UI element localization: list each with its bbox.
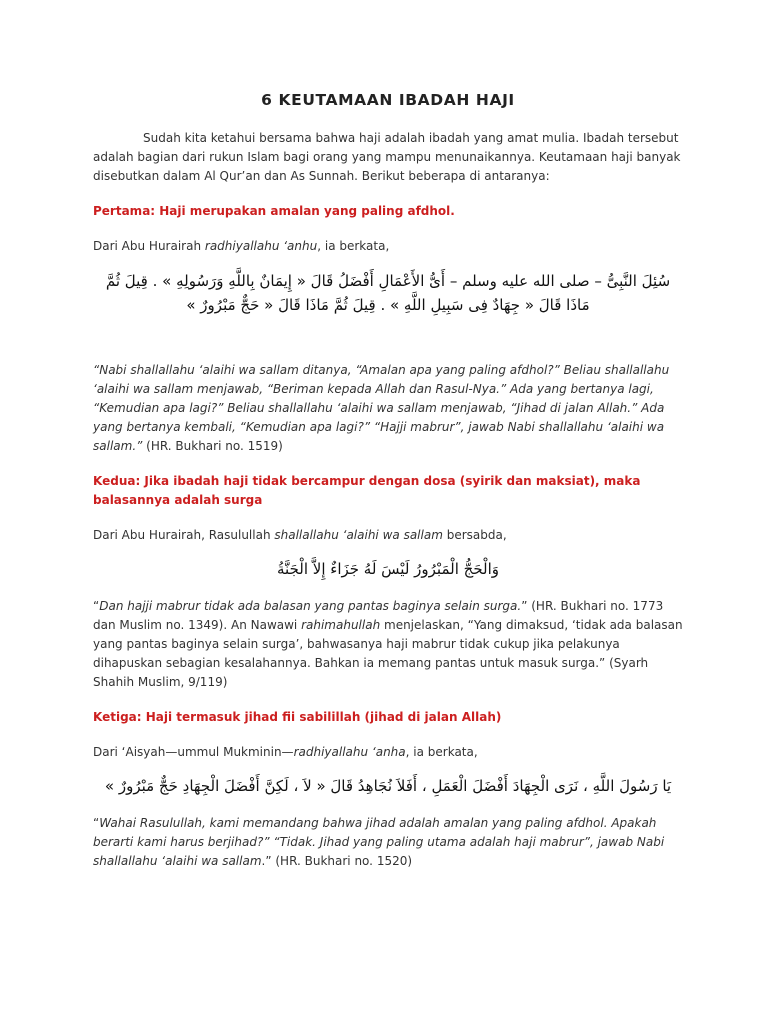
quote-reference: .” (HR. Bukhari no. 1520)	[261, 854, 413, 868]
quote-open: “	[93, 816, 100, 830]
translation-reference: (HR. Bukhari no. 1519)	[142, 439, 283, 453]
section-heading-2: Kedua: Jika ibadah haji tidak bercampur dengan dosa (syirik dan maksiat), maka balasannya adalah surga	[93, 474, 641, 507]
narrator-honorific: shallallahu ‘alaihi wa sallam	[274, 528, 443, 542]
section-heading-3: Ketiga: Haji termasuk jihad fii sabilillah (jihad di jalan Allah)	[93, 710, 502, 724]
narrator-line-1	[93, 237, 683, 256]
narrator-suffix: , ia berkata,	[317, 239, 390, 253]
quote-open: “	[93, 599, 100, 613]
quote-close: ” (HR. Bukhari no. 1773 dan Muslim no. 1349). An Nawawi	[93, 599, 664, 632]
narrator-line-2	[93, 526, 683, 545]
translation-3	[93, 814, 683, 871]
narrator-honorific: radhiyallahu ‘anhu	[204, 239, 318, 253]
page-title: 6 KEUTAMAAN IBADAH HAJI	[261, 91, 515, 109]
quote-text: Wahai Rasulullah, kami memandang bahwa jihad adalah amalan yang paling afdhol. Apakah berarti kami harus berjihad?” “Tidak. Jihad yang paling utama adalah haji mabrur”, jawab Nabi shallallahu ‘alaihi wa sallam	[93, 816, 665, 868]
translation-text: “Nabi shallallahu ‘alaihi wa sallam ditanya, “Amalan apa yang paling afdhol?” Beliau shallallahu ‘alaihi wa sallam menjawab, “Beriman kepada Allah dan Rasul-Nya.” Ada yang bertanya lagi, “Kemudian apa lagi?” Beliau shallallahu ‘alaihi wa sallam menjawab, “Jihad di jalan Allah.” Ada yang bertanya kembali, “Kemudian apa lagi?” “Hajji mabrur”, jawab Nabi shallallahu ‘alaihi wa sallam.”	[93, 363, 670, 453]
intro-paragraph: Sudah kita ketahui bersama bahwa haji adalah ibadah yang amat mulia. Ibadah tersebut adalah bagian dari rukun Islam bagi orang yang mampu menunaikannya. Keutamaan haji banyak disebutkan dalam Al Qur’an dan As Sunnah. Berikut beberapa di antaranya:	[93, 131, 681, 183]
narrator-honorific: radhiyallahu ‘anha	[293, 745, 406, 759]
arabic-hadith-3: يَا رَسُولَ اللَّهِ ، نَرَى الْجِهَادَ أَفْضَلَ الْعَمَلِ ، أَفَلاَ نُجَاهِدُ قَالَ « لاَ ، لَكِنَّ أَفْضَلَ الْجِهَادِ حَجٌّ مَبْرُورٌ »	[104, 777, 672, 795]
narrator-suffix: bersabda,	[442, 528, 507, 542]
narrator-suffix: , ia berkata,	[405, 745, 478, 759]
section-heading-1: Pertama: Haji merupakan amalan yang paling afdhol.	[93, 204, 455, 218]
quote-text: Dan hajji mabrur tidak ada balasan yang pantas baginya selain surga.	[99, 599, 522, 613]
arabic-hadith-1: سُئِلَ النَّبِىُّ – صلى الله عليه وسلم – أَىُّ الأَعْمَالِ أَفْضَلُ قَالَ « إِيمَانٌ بِاللَّهِ وَرَسُولِهِ » . قِيلَ ثُمَّ مَاذَا قَالَ « جِهَادٌ فِى سَبِيلِ اللَّهِ » . قِيلَ ثُمَّ مَاذَا قَالَ « حَجٌّ مَبْرُورٌ »	[105, 272, 671, 314]
quote-honorific: rahimahullah	[301, 618, 381, 632]
document-content	[93, 88, 683, 871]
arabic-hadith-2: وَالْحَجُّ الْمَبْرُورُ لَيْسَ لَهُ جَزَاءٌ إِلاَّ الْجَنَّةُ	[277, 560, 499, 578]
translation-1	[93, 361, 683, 456]
quote-explanation: menjelaskan, “Yang dimaksud, ‘tidak ada balasan yang pantas baginya selain surga’, bahwasanya haji mabrur tidak cukup jika pelakunya dihapuskan sebagian kesalahannya. Bahkan ia memang pantas untuk masuk surga.” (Syarh Shahih Muslim, 9/119)	[93, 618, 683, 689]
narrator-prefix: Dari Abu Hurairah	[93, 239, 205, 253]
narrator-prefix: Dari ‘Aisyah—ummul Mukminin—	[93, 745, 294, 759]
translation-2	[93, 597, 683, 692]
narrator-prefix: Dari Abu Hurairah, Rasulullah	[93, 528, 275, 542]
narrator-line-3	[93, 743, 683, 762]
